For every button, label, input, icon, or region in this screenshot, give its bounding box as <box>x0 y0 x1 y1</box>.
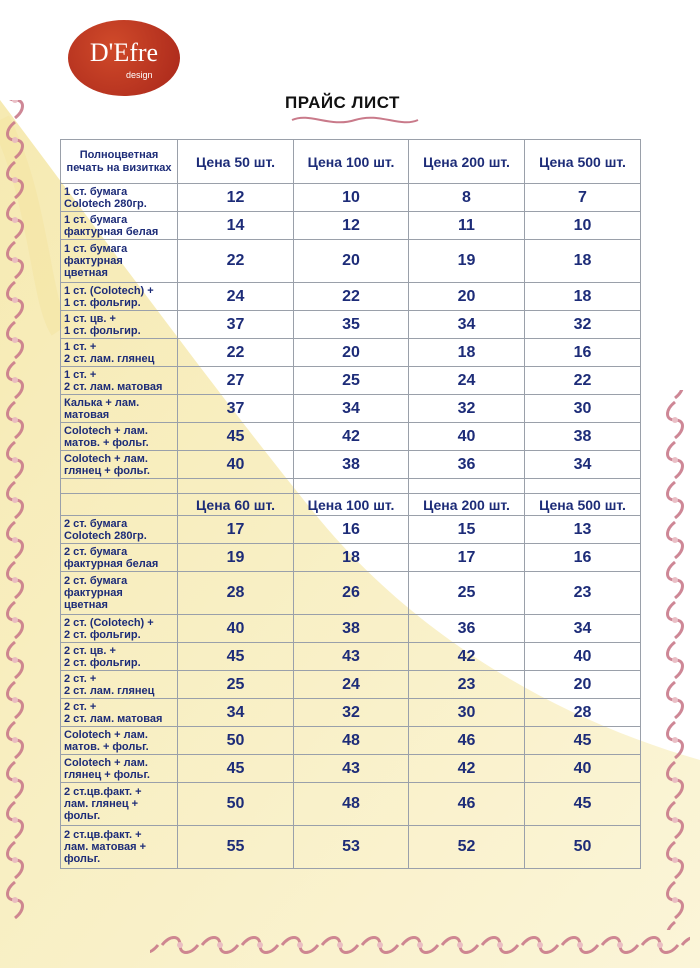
price-cell: 16 <box>525 544 641 572</box>
row-label-line: фольг. <box>64 853 101 865</box>
column-header: Цена 100 шт. <box>294 140 409 184</box>
row-label-line: матов. + фольг. <box>64 436 149 449</box>
price-cell: 43 <box>294 643 409 671</box>
row-label-line: глянец + фольг. <box>64 768 150 781</box>
table-row <box>61 311 641 339</box>
price-cell: 7 <box>525 184 641 212</box>
row-label-line: лам. глянец + <box>64 798 139 810</box>
table-row <box>61 544 641 572</box>
row-label-line: 1 ст. бумага <box>64 185 128 198</box>
table-row <box>61 615 641 643</box>
price-cell: 37 <box>178 395 294 423</box>
table-row <box>61 240 641 283</box>
table-row <box>61 826 641 869</box>
row-label-cell <box>61 212 178 240</box>
price-cell: 35 <box>294 311 409 339</box>
row-label-line: фактурная <box>64 587 123 599</box>
price-cell: 38 <box>525 423 641 451</box>
price-cell: 23 <box>525 572 641 615</box>
row-label-line: 2 ст. (Colotech) + <box>64 616 154 629</box>
price-cell: 22 <box>294 283 409 311</box>
table-row <box>61 423 641 451</box>
price-cell: 27 <box>178 367 294 395</box>
price-cell: 25 <box>409 572 525 615</box>
row-label-cell <box>61 311 178 339</box>
table-row <box>61 395 641 423</box>
row-label-cell <box>61 367 178 395</box>
price-cell: 20 <box>294 240 409 283</box>
row-label-line: Colotech 280гр. <box>64 197 147 210</box>
row-label-line: лам. матовая + <box>64 841 147 853</box>
row-label-line: 2 ст. бумага <box>64 517 128 530</box>
price-cell: 32 <box>525 311 641 339</box>
price-cell: 28 <box>178 572 294 615</box>
row-label-line: 1 ст. бумага <box>64 213 128 226</box>
row-label-cell <box>61 544 178 572</box>
row-label-line: матов. + фольг. <box>64 740 149 753</box>
row-label-cell <box>61 240 178 283</box>
price-cell: 45 <box>178 423 294 451</box>
price-cell: 40 <box>409 423 525 451</box>
row-label-line: 2 ст.цв.факт. + <box>64 829 142 841</box>
row-label-line: матовая <box>64 408 110 421</box>
row-label-line: 1 ст. + <box>64 368 97 381</box>
row-label-line: фольг. <box>64 810 101 822</box>
row-label-cell <box>61 339 178 367</box>
spacer-cell <box>178 479 294 494</box>
price-cell: 19 <box>409 240 525 283</box>
row-label-line: фактурная белая <box>64 225 159 238</box>
row-label-line: цветная <box>64 267 108 279</box>
table-row <box>61 451 641 479</box>
price-cell: 20 <box>525 671 641 699</box>
price-cell: 34 <box>409 311 525 339</box>
price-cell: 42 <box>409 643 525 671</box>
row-label-line: Colotech + лам. <box>64 728 148 741</box>
row-label-line: 1 ст. бумага <box>64 243 128 255</box>
price-cell: 37 <box>178 311 294 339</box>
price-cell: 46 <box>409 727 525 755</box>
row-label-cell <box>61 395 178 423</box>
price-cell: 24 <box>294 671 409 699</box>
price-cell: 28 <box>525 699 641 727</box>
row-label-line: фактурная <box>64 255 123 267</box>
price-cell: 50 <box>178 727 294 755</box>
price-cell: 12 <box>294 212 409 240</box>
row-label-line: 1 ст. цв. + <box>64 312 116 325</box>
price-cell: 12 <box>178 184 294 212</box>
price-cell: 19 <box>178 544 294 572</box>
column-header: Цена 500 шт. <box>525 140 641 184</box>
price-cell: 17 <box>178 516 294 544</box>
row-label-line: 2 ст. бумага <box>64 575 128 587</box>
price-cell: 40 <box>525 643 641 671</box>
logo-brand-text: D'Efre <box>89 38 159 67</box>
price-cell: 18 <box>294 544 409 572</box>
row-label-line: 1 ст. (Colotech) + <box>64 284 154 297</box>
price-cell: 34 <box>294 395 409 423</box>
price-cell: 50 <box>525 826 641 869</box>
price-cell: 22 <box>525 367 641 395</box>
price-cell: 48 <box>294 783 409 826</box>
row-label-cell <box>61 283 178 311</box>
price-cell: 26 <box>294 572 409 615</box>
table-row <box>61 671 641 699</box>
row-label-line: Калька + лам. <box>64 396 140 409</box>
price-cell: 55 <box>178 826 294 869</box>
row-label-line: Colotech + лам. <box>64 424 148 437</box>
row-label-line: 2 ст. цв. + <box>64 644 116 657</box>
row-label-cell <box>61 572 178 615</box>
row-label-line: 2 ст. лам. глянец <box>64 352 155 365</box>
price-cell: 45 <box>178 755 294 783</box>
row-label-cell <box>61 643 178 671</box>
corner-header-cell <box>61 494 178 516</box>
brand-logo <box>68 20 180 96</box>
price-cell: 20 <box>294 339 409 367</box>
row-label-cell <box>61 783 178 826</box>
table-row <box>61 699 641 727</box>
table-row <box>61 755 641 783</box>
row-label-line: цветная <box>64 599 108 611</box>
price-cell: 22 <box>178 339 294 367</box>
row-label-line: 2 ст.цв.факт. + <box>64 786 142 798</box>
row-label-line: 2 ст. фольгир. <box>64 656 141 669</box>
price-cell: 40 <box>178 451 294 479</box>
row-label-line: Colotech 280гр. <box>64 529 147 542</box>
price-cell: 52 <box>409 826 525 869</box>
logo-sub-text: design <box>126 70 153 80</box>
row-label-line: 1 ст. фольгир. <box>64 296 141 309</box>
price-cell: 25 <box>178 671 294 699</box>
column-header: Цена 500 шт. <box>525 494 641 516</box>
price-cell: 10 <box>525 212 641 240</box>
price-cell: 16 <box>525 339 641 367</box>
row-label-line: 2 ст. фольгир. <box>64 628 141 641</box>
spacer-cell <box>525 479 641 494</box>
row-label-cell <box>61 423 178 451</box>
price-cell: 45 <box>178 643 294 671</box>
row-label-line: фактурная белая <box>64 557 159 570</box>
price-cell: 42 <box>294 423 409 451</box>
price-cell: 43 <box>294 755 409 783</box>
spacer-cell <box>294 479 409 494</box>
row-label-cell <box>61 826 178 869</box>
row-label-line: 1 ст. + <box>64 340 97 353</box>
price-cell: 34 <box>525 615 641 643</box>
price-cell: 45 <box>525 727 641 755</box>
row-label-cell <box>61 451 178 479</box>
price-cell: 38 <box>294 615 409 643</box>
price-cell: 8 <box>409 184 525 212</box>
page-title: ПРАЙС ЛИСТ <box>285 93 400 112</box>
spacer-cell <box>61 479 178 494</box>
price-cell: 45 <box>525 783 641 826</box>
spacer-cell <box>409 479 525 494</box>
row-label-line: глянец + фольг. <box>64 464 150 477</box>
price-cell: 13 <box>525 516 641 544</box>
price-cell: 50 <box>178 783 294 826</box>
price-cell: 32 <box>294 699 409 727</box>
price-cell: 34 <box>525 451 641 479</box>
price-cell: 53 <box>294 826 409 869</box>
table-row <box>61 212 641 240</box>
price-cell: 40 <box>178 615 294 643</box>
table-row <box>61 283 641 311</box>
price-cell: 36 <box>409 451 525 479</box>
row-label-cell <box>61 671 178 699</box>
price-cell: 38 <box>294 451 409 479</box>
table-row <box>61 184 641 212</box>
column-header: Цена 200 шт. <box>409 494 525 516</box>
row-label-cell <box>61 699 178 727</box>
table-row <box>61 727 641 755</box>
price-cell: 42 <box>409 755 525 783</box>
price-cell: 40 <box>525 755 641 783</box>
price-cell: 23 <box>409 671 525 699</box>
table-row <box>61 367 641 395</box>
table-row <box>61 572 641 615</box>
row-label-line: Colotech + лам. <box>64 452 148 465</box>
price-cell: 32 <box>409 395 525 423</box>
row-label-line: 2 ст. + <box>64 700 97 713</box>
price-cell: 30 <box>525 395 641 423</box>
row-label-line: 2 ст. лам. глянец <box>64 684 155 697</box>
price-cell: 18 <box>409 339 525 367</box>
price-cell: 48 <box>294 727 409 755</box>
price-cell: 17 <box>409 544 525 572</box>
row-label-line: 2 ст. бумага <box>64 545 128 558</box>
price-cell: 24 <box>178 283 294 311</box>
column-header: Цена 100 шт. <box>294 494 409 516</box>
header-row <box>61 494 641 516</box>
column-header: Цена 50 шт. <box>178 140 294 184</box>
row-label-line: 1 ст. фольгир. <box>64 324 141 337</box>
price-cell: 22 <box>178 240 294 283</box>
table-row <box>61 783 641 826</box>
price-cell: 46 <box>409 783 525 826</box>
corner-header-cell: Полноцветная печать на визитках <box>61 140 178 184</box>
row-label-cell <box>61 516 178 544</box>
row-label-line: 2 ст. лам. матовая <box>64 380 163 393</box>
price-cell: 18 <box>525 283 641 311</box>
price-cell: 36 <box>409 615 525 643</box>
row-label-line: 2 ст. лам. матовая <box>64 712 163 725</box>
price-cell: 16 <box>294 516 409 544</box>
price-cell: 24 <box>409 367 525 395</box>
table-row <box>61 516 641 544</box>
column-header: Цена 200 шт. <box>409 140 525 184</box>
row-label-line: Colotech + лам. <box>64 756 148 769</box>
table-row <box>61 339 641 367</box>
price-cell: 30 <box>409 699 525 727</box>
column-header: Цена 60 шт. <box>178 494 294 516</box>
spacer-row <box>61 479 641 494</box>
header-row <box>61 140 641 184</box>
row-label-cell <box>61 755 178 783</box>
title-ornament-icon <box>290 112 420 128</box>
row-label-cell <box>61 615 178 643</box>
price-cell: 15 <box>409 516 525 544</box>
row-label-line: 2 ст. + <box>64 672 97 685</box>
price-cell: 11 <box>409 212 525 240</box>
price-table <box>60 139 641 869</box>
price-cell: 14 <box>178 212 294 240</box>
row-label-cell <box>61 727 178 755</box>
price-cell: 10 <box>294 184 409 212</box>
price-cell: 18 <box>525 240 641 283</box>
price-cell: 25 <box>294 367 409 395</box>
price-cell: 20 <box>409 283 525 311</box>
table-row <box>61 643 641 671</box>
price-cell: 34 <box>178 699 294 727</box>
row-label-cell <box>61 184 178 212</box>
